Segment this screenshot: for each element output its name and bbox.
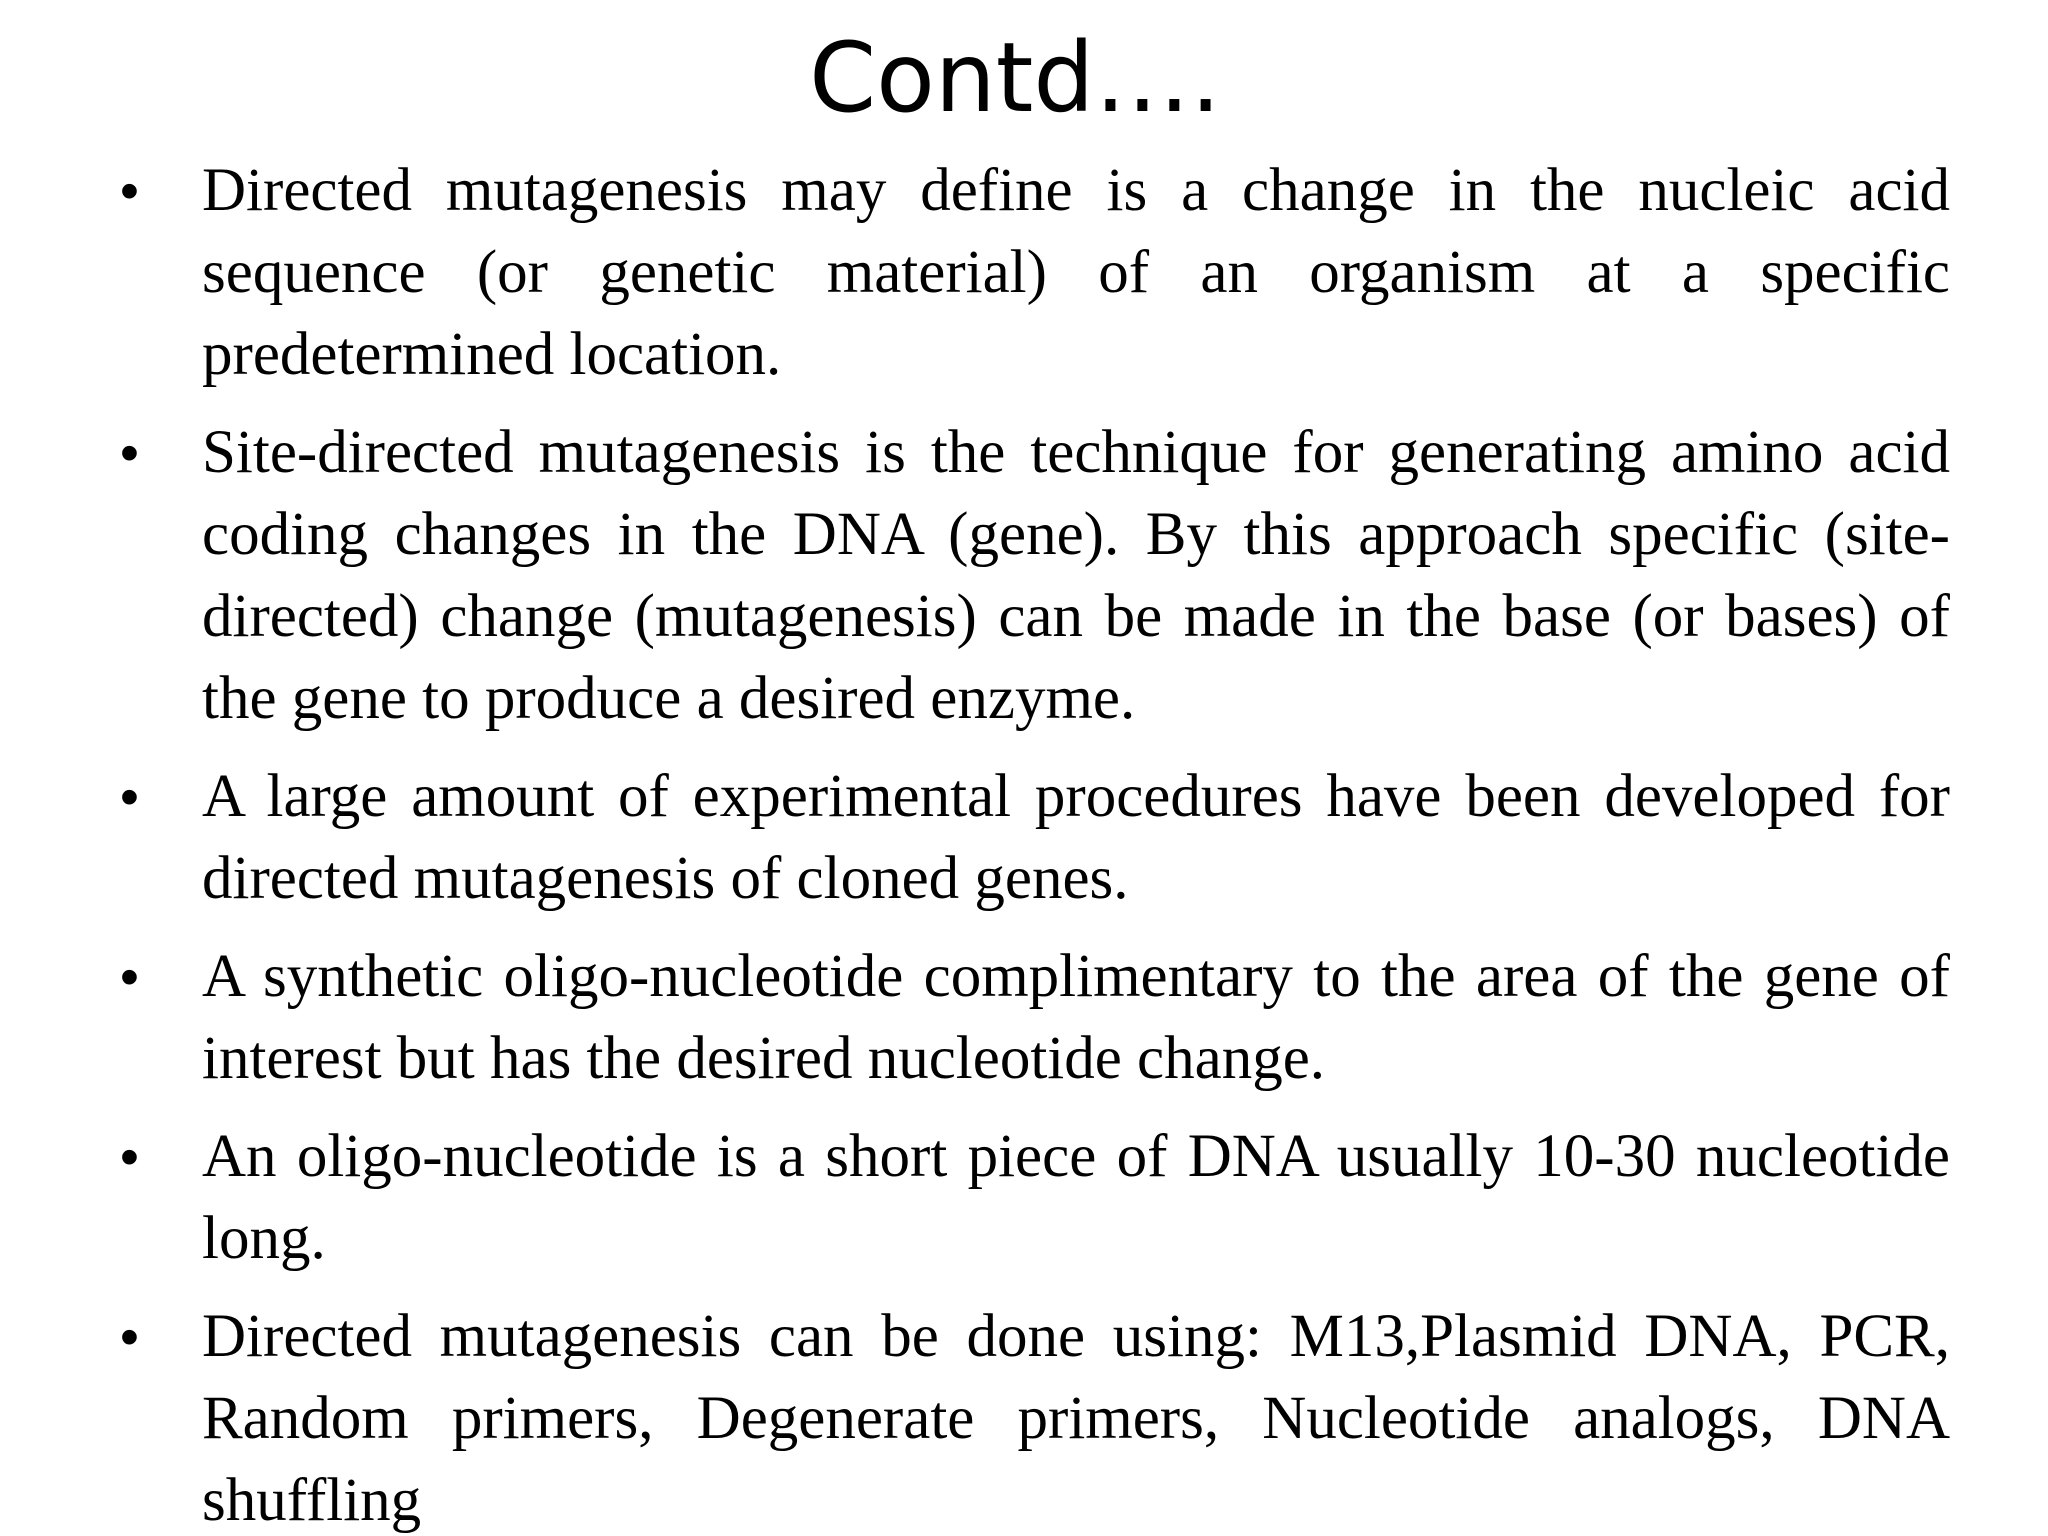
bullet-dot-icon: • — [120, 1307, 139, 1367]
bullet-dot-icon: • — [120, 947, 139, 1007]
bullet-dot-icon: • — [120, 767, 139, 827]
bullet-text: An oligo-nucleotide is a short piece of DNA usually 10-30 nucleotide long. — [202, 1123, 1950, 1272]
bullet-dot-icon: • — [120, 423, 139, 483]
bullet-dot-icon: • — [120, 161, 139, 221]
bullet-text: A large amount of experimental procedures have been developed for directed mutagenesis of cloned genes. — [202, 763, 1950, 912]
bullet-item — [120, 150, 1950, 396]
bullet-item — [120, 1296, 1950, 1536]
bullet-text: Directed mutagenesis may define is a change in the nucleic acid sequence (or genetic material) of an organism at a specific predetermined location. — [202, 157, 1950, 388]
bullet-text: Directed mutagenesis can be done using: M13,Plasmid DNA, PCR, Random primers, Degenerate primers, Nucleotide analogs, DNA shuffling — [202, 1303, 1950, 1534]
bullet-item — [120, 756, 1950, 920]
bullet-item — [120, 936, 1950, 1100]
bullet-text: A synthetic oligo-nucleotide complimentary to the area of the gene of interest but has the desired nucleotide change. — [202, 943, 1950, 1092]
bullet-list — [120, 150, 1950, 1536]
bullet-item — [120, 412, 1950, 740]
slide-title: Contd…. — [809, 22, 1221, 134]
bullet-dot-icon: • — [120, 1127, 139, 1187]
bullet-text: Site-directed mutagenesis is the technique for generating amino acid coding changes in the DNA (gene). By this approach specific (site-directed) change (mutagenesis) can be made in the base (or bases) of the gene to produce a desired enzyme. — [202, 419, 1950, 732]
bullet-item — [120, 1116, 1950, 1280]
